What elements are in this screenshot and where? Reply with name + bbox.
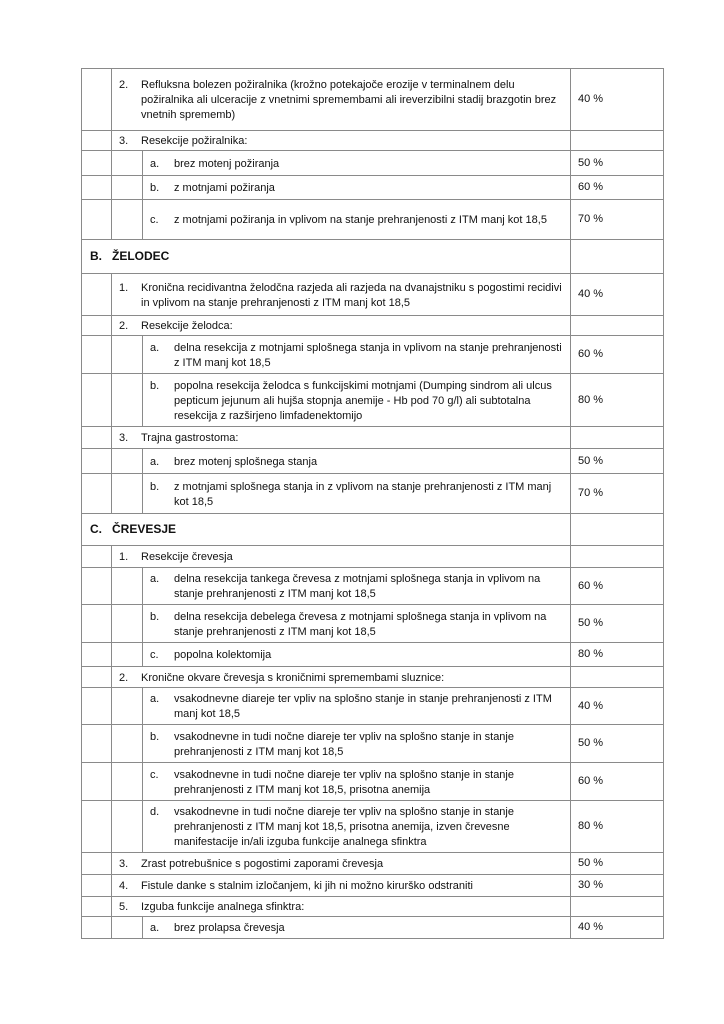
spacer-cell bbox=[112, 605, 143, 643]
subitem-cell bbox=[143, 374, 571, 427]
item-cell bbox=[112, 274, 571, 316]
table-row bbox=[82, 316, 664, 336]
item-number: 4. bbox=[119, 880, 129, 892]
table-row bbox=[82, 688, 664, 725]
spacer-cell bbox=[82, 427, 112, 449]
item-text: Fistule danke s stalnim izločanjem, ki jih ni možno kirurško odstraniti bbox=[141, 880, 473, 892]
section-title: ČREVESJE bbox=[112, 522, 177, 536]
spacer-cell bbox=[82, 725, 112, 763]
item-label bbox=[112, 316, 570, 335]
percent-cell: 70 % bbox=[571, 200, 664, 240]
spacer-cell bbox=[82, 801, 112, 853]
item-cell bbox=[112, 897, 571, 917]
spacer-cell bbox=[82, 69, 112, 131]
percent-cell bbox=[571, 427, 664, 449]
table-row bbox=[82, 546, 664, 568]
subitem-label bbox=[143, 569, 570, 603]
table-row bbox=[82, 274, 664, 316]
subitem-letter: b. bbox=[150, 480, 160, 493]
subitem-text: brez motenj požiranja bbox=[174, 157, 280, 170]
item-text: Resekcije črevesja bbox=[141, 551, 233, 563]
subitem-label bbox=[143, 765, 570, 799]
section-row bbox=[82, 240, 664, 274]
subitem-cell bbox=[143, 801, 571, 853]
item-text: Refluksna bolezen požiralnika (krožno potekajoče erozije v terminalnem delu požiralnika ali ulceracije z vnetnimi spremembami ali ireverzibilni stadij brazgotin brez vnetnih sprememb) bbox=[141, 79, 557, 121]
item-cell bbox=[112, 69, 571, 131]
subitem-label bbox=[143, 645, 570, 664]
percent-cell bbox=[571, 667, 664, 688]
subitem-cell bbox=[143, 200, 571, 240]
percent-cell: 80 % bbox=[571, 801, 664, 853]
table-row bbox=[82, 69, 664, 131]
subitem-cell bbox=[143, 568, 571, 605]
subitem-cell bbox=[143, 336, 571, 374]
spacer-cell bbox=[82, 546, 112, 568]
table-row bbox=[82, 763, 664, 801]
section-letter: B. bbox=[90, 249, 102, 263]
subitem-label bbox=[143, 376, 570, 425]
percent-cell bbox=[571, 514, 664, 546]
subitem-text: popolna resekcija želodca s funkcijskimi motnjami (Dumping sindrom ali ulcus pepticum jejunum ali hujša stopnja anemije - Hb pod 70 g/l) ali subtotalna resekcija z razširjeno limfadenektomijo bbox=[174, 379, 552, 422]
subitem-cell bbox=[143, 176, 571, 200]
subitem-letter: a. bbox=[150, 573, 160, 585]
percent-cell bbox=[571, 240, 664, 274]
item-number: 2. bbox=[119, 671, 129, 684]
subitem-label bbox=[143, 154, 570, 173]
item-cell bbox=[112, 316, 571, 336]
percent-cell: 60 % bbox=[571, 336, 664, 374]
spacer-cell bbox=[82, 875, 112, 897]
table-row bbox=[82, 200, 664, 240]
item-label bbox=[112, 278, 570, 312]
subitem-text: brez motenj splošnega stanja bbox=[174, 455, 318, 468]
table-row bbox=[82, 131, 664, 151]
subitem-letter: a. bbox=[150, 455, 160, 468]
spacer-cell bbox=[82, 200, 112, 240]
spacer-cell bbox=[82, 316, 112, 336]
subitem-label bbox=[143, 918, 570, 937]
table-row bbox=[82, 605, 664, 643]
subitem-cell bbox=[143, 688, 571, 725]
percent-cell: 70 % bbox=[571, 474, 664, 514]
table-row bbox=[82, 449, 664, 474]
spacer-cell bbox=[112, 474, 143, 514]
spacer-cell bbox=[112, 643, 143, 667]
subitem-letter: b. bbox=[150, 610, 160, 623]
item-label bbox=[112, 854, 570, 873]
item-cell bbox=[112, 667, 571, 688]
subitem-text: vsakodnevne diareje ter vpliv na splošno stanje in stanje prehranjenosti z ITM manj kot 18,5 bbox=[174, 693, 552, 720]
percent-cell: 60 % bbox=[571, 176, 664, 200]
subitem-label bbox=[143, 802, 570, 851]
item-number: 3. bbox=[119, 432, 129, 444]
subitem-cell bbox=[143, 725, 571, 763]
percent-cell: 40 % bbox=[571, 917, 664, 939]
percent-cell: 40 % bbox=[571, 688, 664, 725]
item-cell bbox=[112, 546, 571, 568]
percent-cell: 30 % bbox=[571, 875, 664, 897]
table-row bbox=[82, 176, 664, 200]
table-row bbox=[82, 374, 664, 427]
spacer-cell bbox=[112, 336, 143, 374]
item-cell bbox=[112, 131, 571, 151]
spacer-cell bbox=[112, 176, 143, 200]
spacer-cell bbox=[82, 667, 112, 688]
subitem-cell bbox=[143, 474, 571, 514]
table-row bbox=[82, 853, 664, 875]
subitem-letter: c. bbox=[150, 649, 159, 661]
table-row bbox=[82, 643, 664, 667]
subitem-letter: d. bbox=[150, 806, 160, 818]
item-label bbox=[112, 897, 570, 916]
percent-cell: 60 % bbox=[571, 568, 664, 605]
spacer-cell bbox=[82, 568, 112, 605]
item-label bbox=[112, 75, 570, 124]
spacer-cell bbox=[82, 605, 112, 643]
item-text: Resekcije požiralnika: bbox=[141, 135, 248, 147]
subitem-text: brez prolapsa črevesja bbox=[174, 922, 285, 934]
subitem-letter: b. bbox=[150, 182, 160, 194]
item-cell bbox=[112, 875, 571, 897]
item-text: Zrast potrebušnice s pogostimi zaporami črevesja bbox=[141, 858, 384, 870]
table-row bbox=[82, 917, 664, 939]
spacer-cell bbox=[112, 151, 143, 176]
item-text: Kronične okvare črevesja s kroničnimi spremembami sluznice: bbox=[141, 671, 445, 684]
item-number: 2. bbox=[119, 79, 129, 91]
percent-cell: 60 % bbox=[571, 763, 664, 801]
item-cell bbox=[112, 853, 571, 875]
subitem-label bbox=[143, 607, 570, 641]
subitem-label bbox=[143, 452, 570, 471]
table-row bbox=[82, 151, 664, 176]
subitem-letter: a. bbox=[150, 157, 160, 170]
section-row bbox=[82, 514, 664, 546]
spacer-cell bbox=[82, 763, 112, 801]
spacer-cell bbox=[82, 374, 112, 427]
section-letter: C. bbox=[90, 522, 102, 536]
item-label bbox=[112, 668, 570, 687]
spacer-cell bbox=[82, 917, 112, 939]
spacer-cell bbox=[112, 801, 143, 853]
table-body bbox=[82, 69, 664, 939]
item-number: 3. bbox=[119, 135, 129, 147]
item-text: Izguba funkcije analnega sfinktra: bbox=[141, 901, 305, 913]
spacer-cell bbox=[112, 568, 143, 605]
table-row bbox=[82, 336, 664, 374]
spacer-cell bbox=[112, 688, 143, 725]
subitem-text: vsakodnevne in tudi nočne diareje ter vpliv na splošno stanje in stanje prehranjenosti z ITM manj kot 18,5, prisotna anemija bbox=[174, 768, 514, 796]
item-cell bbox=[112, 427, 571, 449]
percent-cell bbox=[571, 131, 664, 151]
spacer-cell bbox=[82, 131, 112, 151]
spacer-cell bbox=[82, 897, 112, 917]
subitem-label bbox=[143, 178, 570, 197]
table-row bbox=[82, 801, 664, 853]
section-heading bbox=[82, 249, 570, 264]
subitem-cell bbox=[143, 449, 571, 474]
item-text: Kronična recidivantna želodčna razjeda ali razjeda na dvanajstniku s pogostimi recidivi in vplivom na stanje prehranjenosti z ITM manj kot 18,5 bbox=[141, 281, 562, 309]
subitem-text: z motnjami požiranja bbox=[174, 182, 275, 194]
percent-cell: 80 % bbox=[571, 643, 664, 667]
item-number: 1. bbox=[119, 551, 129, 563]
subitem-text: delna resekcija z motnjami splošnega stanja in vplivom na stanje prehranjenosti z ITM manj kot 18,5 bbox=[174, 341, 562, 369]
spacer-cell bbox=[82, 474, 112, 514]
percent-cell: 40 % bbox=[571, 274, 664, 316]
spacer-cell bbox=[112, 449, 143, 474]
percent-cell: 50 % bbox=[571, 605, 664, 643]
spacer-cell bbox=[82, 643, 112, 667]
percent-cell: 80 % bbox=[571, 374, 664, 427]
section-title: ŽELODEC bbox=[112, 249, 170, 263]
subitem-letter: c. bbox=[150, 768, 159, 781]
spacer-cell bbox=[112, 763, 143, 801]
subitem-cell bbox=[143, 917, 571, 939]
spacer-cell bbox=[82, 176, 112, 200]
item-label bbox=[112, 428, 570, 447]
percent-cell: 50 % bbox=[571, 853, 664, 875]
subitem-letter: a. bbox=[150, 922, 160, 934]
subitem-label bbox=[143, 338, 570, 372]
percent-cell bbox=[571, 316, 664, 336]
table-row bbox=[82, 725, 664, 763]
spacer-cell bbox=[82, 449, 112, 474]
subitem-text: popolna kolektomija bbox=[174, 649, 272, 661]
percent-cell bbox=[571, 546, 664, 568]
percent-cell: 40 % bbox=[571, 69, 664, 131]
spacer-cell bbox=[82, 274, 112, 316]
table-row bbox=[82, 474, 664, 514]
item-text: Resekcije želodca: bbox=[141, 320, 233, 332]
assessment-table bbox=[81, 68, 664, 939]
subitem-letter: b. bbox=[150, 379, 160, 392]
spacer-cell bbox=[82, 336, 112, 374]
item-number: 3. bbox=[119, 858, 129, 870]
subitem-letter: a. bbox=[150, 693, 160, 705]
subitem-label bbox=[143, 210, 570, 229]
subitem-cell bbox=[143, 151, 571, 176]
subitem-label bbox=[143, 689, 570, 723]
table-row bbox=[82, 568, 664, 605]
item-number: 1. bbox=[119, 281, 129, 294]
spacer-cell bbox=[112, 725, 143, 763]
table-row bbox=[82, 897, 664, 917]
percent-cell: 50 % bbox=[571, 725, 664, 763]
subitem-text: z motnjami splošnega stanja in z vplivom na stanje prehranjenosti z ITM manj kot 18,5 bbox=[174, 480, 552, 508]
subitem-label bbox=[143, 477, 570, 511]
section-cell bbox=[82, 514, 571, 546]
spacer-cell bbox=[112, 374, 143, 427]
spacer-cell bbox=[112, 917, 143, 939]
subitem-cell bbox=[143, 763, 571, 801]
table-row bbox=[82, 667, 664, 688]
percent-cell: 50 % bbox=[571, 151, 664, 176]
item-number: 2. bbox=[119, 320, 129, 332]
subitem-text: vsakodnevne in tudi nočne diareje ter vpliv na splošno stanje in stanje prehranjenosti z ITM manj kot 18,5, prisotna anemija, izven črevesne manifestacije in/ali izguba funkcije analnega sfinktra bbox=[174, 806, 514, 848]
item-label bbox=[112, 131, 570, 150]
section-heading bbox=[82, 522, 570, 537]
spacer-cell bbox=[112, 200, 143, 240]
subitem-letter: b. bbox=[150, 730, 160, 743]
item-number: 5. bbox=[119, 901, 129, 913]
subitem-text: delna resekcija tankega črevesa z motnjami splošnega stanja in vplivom na stanje prehranjenosti z ITM manj kot 18,5 bbox=[174, 573, 541, 600]
percent-cell bbox=[571, 897, 664, 917]
section-cell bbox=[82, 240, 571, 274]
table-row bbox=[82, 875, 664, 897]
subitem-text: delna resekcija debelega črevesa z motnjami splošnega stanja in vplivom na stanje prehranjenosti z ITM manj kot 18,5 bbox=[174, 610, 547, 638]
item-label bbox=[112, 547, 570, 566]
table-row bbox=[82, 427, 664, 449]
spacer-cell bbox=[82, 151, 112, 176]
item-text: Trajna gastrostoma: bbox=[141, 432, 239, 444]
subitem-cell bbox=[143, 643, 571, 667]
item-label bbox=[112, 876, 570, 895]
subitem-cell bbox=[143, 605, 571, 643]
subitem-text: z motnjami požiranja in vplivom na stanje prehranjenosti z ITM manj kot 18,5 bbox=[174, 214, 547, 226]
spacer-cell bbox=[82, 688, 112, 725]
subitem-text: vsakodnevne in tudi nočne diareje ter vpliv na splošno stanje in stanje prehranjenosti z ITM manj kot 18,5 bbox=[174, 730, 514, 758]
spacer-cell bbox=[82, 853, 112, 875]
percent-cell: 50 % bbox=[571, 449, 664, 474]
subitem-label bbox=[143, 727, 570, 761]
subitem-letter: a. bbox=[150, 341, 160, 354]
subitem-letter: c. bbox=[150, 214, 159, 226]
